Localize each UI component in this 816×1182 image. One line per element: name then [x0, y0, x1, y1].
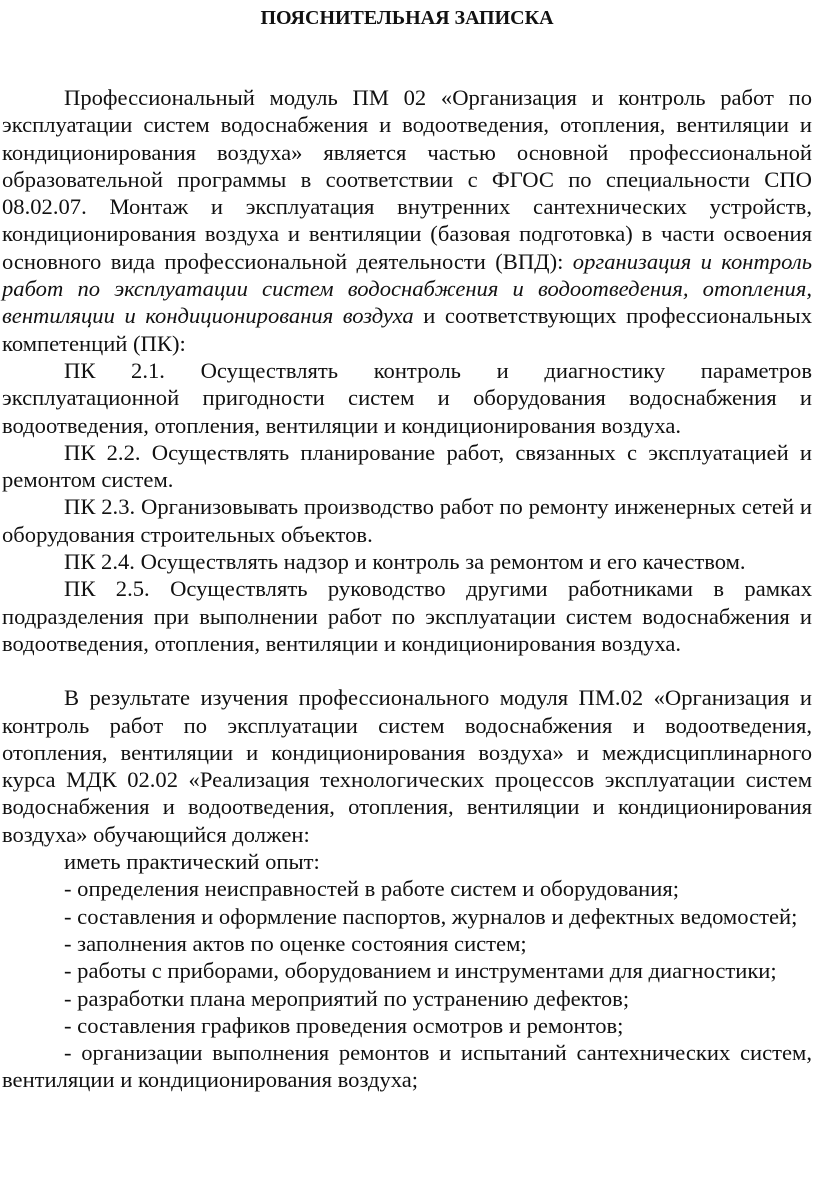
experience-heading: иметь практический опыт:: [64, 849, 320, 875]
experience-item: - определения неисправностей в работе систем и оборудования;: [64, 876, 680, 902]
intro-text: Профессиональный модуль ПМ 02 «Организация и контроль работ по эксплуатации систем водоснабжения и водоотведения, отопления, вентиляции и кондиционирования воздуха» является частью основной профессиональной образовательной программы в соответствии с ФГОС по специальности СПО 08.02.07. Монтаж и эксплуатация внутренних сантехнических устройств, кондиционирования воздуха и вентиляции (базовая подготовка) в части освоения основного вида профессиональной деятельности (ВПД):: [2, 85, 812, 274]
competency-item: ПК 2.4. Осуществлять надзор и контроль за ремонтом и его качеством.: [64, 549, 746, 575]
competency-item: ПК 2.5. Осуществлять руководство другими работниками в рамках подразделения при выполнении работ по эксплуатации систем водоснабжения и водоотведения, отопления, вентиляции и кондиционирования воздуха.: [2, 576, 812, 656]
competency-item: ПК 2.2. Осуществлять планирование работ, связанных с эксплуатацией и ремонтом систем.: [2, 439, 812, 493]
competency-item: ПК 2.1. Осуществлять контроль и диагностику параметров эксплуатационной пригодности систем и оборудования водоснабжения и водоотведения, отопления, вентиляции и кондиционирования воздуха.: [2, 357, 812, 438]
competency-item: ПК 2.3. Организовывать производство работ по ремонту инженерных сетей и оборудования строительных объектов.: [2, 494, 812, 547]
intro-paragraph: [2, 84, 812, 357]
experience-item: - составления графиков проведения осмотров и ремонтов;: [64, 1012, 624, 1038]
experience-item: - работы с приборами, оборудованием и инструментами для диагностики;: [64, 958, 777, 984]
experience-item: - заполнения актов по оценке состояния систем;: [64, 930, 527, 956]
document-title: ПОЯСНИТЕЛЬНАЯ ЗАПИСКА: [260, 7, 554, 29]
experience-item: - составления и оформление паспортов, журналов и дефектных ведомостей;: [64, 903, 798, 929]
intro-italic-text: организация и контроль работ по эксплуатации систем водоснабжения и водоотведения, отопления, вентиляции и кондиционирования воздуха: [2, 248, 812, 329]
experience-item: - организации выполнения ремонтов и испытаний сантехнических систем, вентиляции и кондиционирования воздуха;: [2, 1040, 812, 1093]
experience-item: - разработки плана мероприятий по устранению дефектов;: [64, 985, 630, 1011]
intro-tail-text: и соответствующих профессиональных компетенций (ПК):: [2, 303, 812, 356]
results-paragraph: В результате изучения профессионального модуля ПМ.02 «Организация и контроль работ по эксплуатации систем водоснабжения и водоотведения, отопления, вентиляции и кондиционирования воздуха» и междисциплинарного курса МДК 02.02 «Реализация технологических процессов эксплуатации систем водоснабжения и водоотведения, отопления, вентиляции и кондиционирования воздуха» обучающийся должен:: [2, 685, 812, 847]
